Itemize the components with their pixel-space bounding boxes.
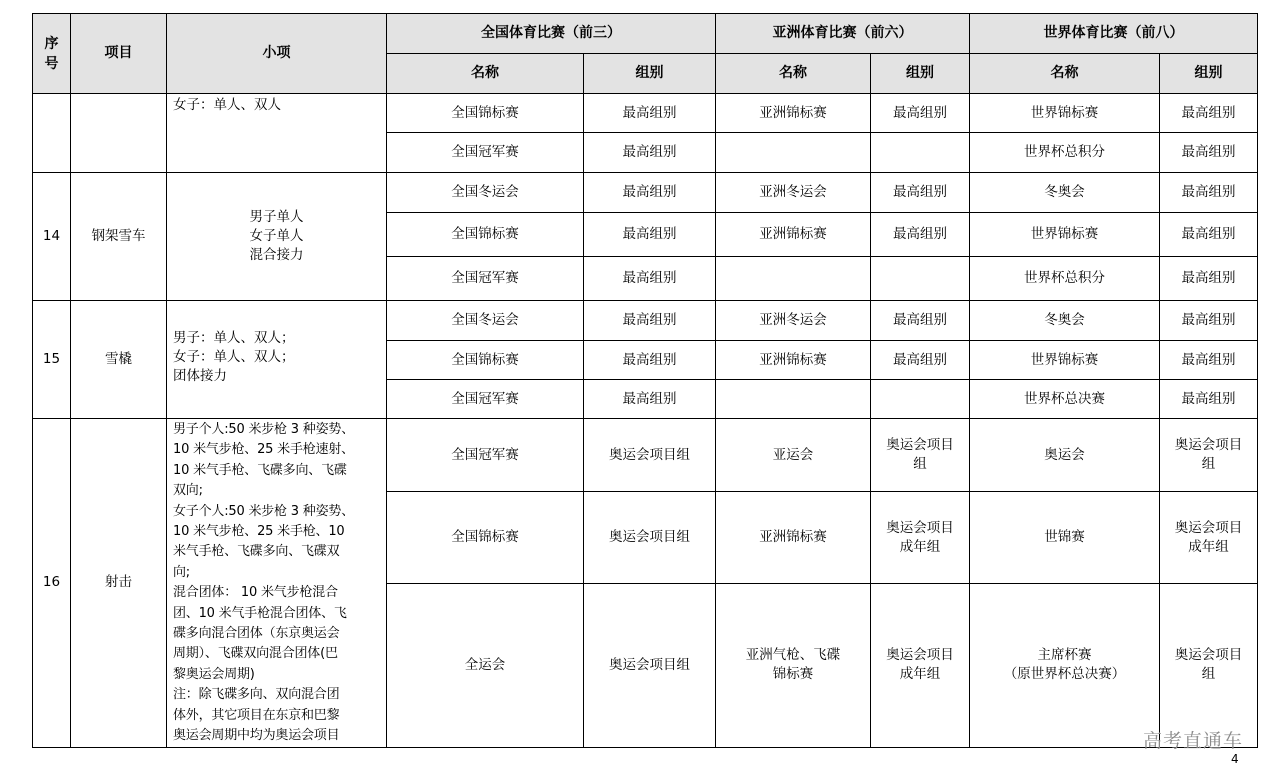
header-name: 名称 <box>716 54 871 94</box>
cell-line: 成年组 <box>899 538 941 555</box>
cell-line: 奥运会项目 <box>1174 519 1243 536</box>
sub-line: 男子：单人、双人； <box>173 330 295 346</box>
project-cell: 射击 <box>71 419 167 748</box>
cell-line: 奥运会项目 <box>886 647 954 664</box>
cell-line: 主席杯赛 <box>1037 647 1092 664</box>
cell: 最高组别 <box>584 213 716 257</box>
sub-line: 10 米气步枪、25 米手枪、10 <box>173 524 345 540</box>
cell-line: 奥运会项目 <box>1174 437 1243 454</box>
header-group: 组别 <box>1160 54 1258 94</box>
cell: 世界杯总决赛 <box>970 380 1160 419</box>
sub-line: 体外，其它项目在东京和巴黎 <box>173 707 340 723</box>
cell: 最高组别 <box>1160 94 1258 133</box>
cell: 全国冠军赛 <box>387 380 584 419</box>
cell <box>871 419 970 492</box>
header-group: 组别 <box>584 54 716 94</box>
cell: 全运会 <box>387 584 584 747</box>
sub-line: 双向; <box>173 483 203 499</box>
cell-line: （原世界杯总决赛） <box>1003 666 1126 683</box>
cell: 最高组别 <box>584 94 716 133</box>
sub-line: 女子单人 <box>249 228 304 244</box>
cell: 亚运会 <box>716 419 871 492</box>
cell-line: 奥运会项目 <box>1174 647 1243 664</box>
cell: 亚洲冬运会 <box>716 173 871 213</box>
cell: 最高组别 <box>1160 301 1258 341</box>
cell: 世界锦标赛 <box>970 94 1160 133</box>
cell: 最高组别 <box>1160 213 1258 257</box>
cell <box>871 584 970 747</box>
cell: 全国冠军赛 <box>387 257 584 301</box>
cell-line: 组 <box>913 456 927 473</box>
cell <box>871 380 970 419</box>
competition-table <box>32 13 1258 748</box>
sub-cell <box>167 419 387 748</box>
cell: 最高组别 <box>1160 380 1258 419</box>
cell-line: 组 <box>1201 666 1216 683</box>
cell: 亚洲锦标赛 <box>716 341 871 380</box>
cell <box>1160 584 1258 747</box>
cell-line: 组 <box>1201 456 1216 473</box>
cell: 奥运会项目组 <box>584 419 716 492</box>
sub-line: 混合接力 <box>249 247 304 263</box>
cell: 最高组别 <box>871 94 970 133</box>
cell <box>1160 419 1258 492</box>
cell <box>970 584 1160 747</box>
cell: 奥运会项目组 <box>584 492 716 584</box>
table-row <box>33 173 1258 213</box>
sub-line: 团、10 米气手枪混合团体、飞 <box>173 605 347 621</box>
sub-line: 团体接力 <box>173 368 227 384</box>
cell <box>871 133 970 173</box>
cell: 冬奥会 <box>970 173 1160 213</box>
seq-cell: 16 <box>33 419 71 748</box>
project-cell <box>71 94 167 173</box>
cell <box>871 492 970 584</box>
cell: 全国冠军赛 <box>387 419 584 492</box>
sub-line: 女子个人:50 米步枪 3 种姿势、 <box>173 503 354 519</box>
cell: 最高组别 <box>584 341 716 380</box>
cell: 世锦赛 <box>970 492 1160 584</box>
cell: 最高组别 <box>584 173 716 213</box>
cell: 亚洲锦标赛 <box>716 213 871 257</box>
table-row <box>33 301 1258 341</box>
cell: 最高组别 <box>1160 257 1258 301</box>
cell-line: 奥运会项目 <box>886 437 954 454</box>
cell <box>716 133 871 173</box>
cell-line: 成年组 <box>1188 538 1229 555</box>
project-cell: 雪橇 <box>71 301 167 419</box>
header-national: 全国体育比赛（前三） <box>387 14 716 54</box>
sub-line: 米气手枪、飞碟多向、飞碟双 <box>173 544 340 560</box>
cell: 世界锦标赛 <box>970 213 1160 257</box>
sub-line: 注：除飞碟多向、双向混合团 <box>173 687 340 703</box>
sub-cell: 女子：单人、双人 <box>167 94 387 173</box>
cell: 全国锦标赛 <box>387 213 584 257</box>
cell: 最高组别 <box>871 341 970 380</box>
cell: 奥运会 <box>970 419 1160 492</box>
cell: 亚洲锦标赛 <box>716 94 871 133</box>
cell <box>1160 492 1258 584</box>
sub-line: 男子单人 <box>249 209 304 225</box>
header-project: 项目 <box>71 14 167 94</box>
cell: 最高组别 <box>1160 173 1258 213</box>
watermark: 高考直通车 <box>1143 730 1244 752</box>
header-name: 名称 <box>970 54 1160 94</box>
cell: 最高组别 <box>584 380 716 419</box>
header-row-1 <box>33 14 1258 54</box>
cell: 全国冠军赛 <box>387 133 584 173</box>
cell: 全国锦标赛 <box>387 341 584 380</box>
header-asia: 亚洲体育比赛（前六） <box>716 14 970 54</box>
cell: 世界锦标赛 <box>970 341 1160 380</box>
cell <box>716 584 871 747</box>
cell <box>716 380 871 419</box>
sub-line: 奥运会周期中均为奥运会项目 <box>173 728 340 744</box>
header-group: 组别 <box>871 54 970 94</box>
cell: 全国锦标赛 <box>387 492 584 584</box>
header-name: 名称 <box>387 54 584 94</box>
sub-line: 女子：单人、双人； <box>173 349 295 365</box>
sub-line: 混合团体： 10 米气步枪混合 <box>173 585 338 601</box>
cell: 世界杯总积分 <box>970 133 1160 173</box>
page-number: 4 <box>1231 752 1239 766</box>
cell: 亚洲锦标赛 <box>716 492 871 584</box>
cell: 奥运会项目组 <box>584 584 716 747</box>
cell: 最高组别 <box>1160 133 1258 173</box>
sub-cell <box>167 173 387 301</box>
cell: 最高组别 <box>871 213 970 257</box>
cell: 全国冬运会 <box>387 173 584 213</box>
cell: 冬奥会 <box>970 301 1160 341</box>
sub-line: 10 米气步枪、25 米手枪速射、 <box>173 442 354 458</box>
sub-line: 周期）、飞碟双向混合团体(巴 <box>173 646 338 662</box>
header-seq: 序号 <box>33 14 71 94</box>
cell-line: 奥运会项目 <box>886 519 954 536</box>
cell <box>716 257 871 301</box>
header-world: 世界体育比赛（前八） <box>970 14 1258 54</box>
sub-line: 碟多向混合团体（东京奥运会 <box>173 626 340 642</box>
cell: 世界杯总积分 <box>970 257 1160 301</box>
cell: 全国锦标赛 <box>387 94 584 133</box>
table-row <box>33 94 1258 133</box>
cell: 最高组别 <box>584 257 716 301</box>
project-cell: 钢架雪车 <box>71 173 167 301</box>
seq-cell <box>33 94 71 173</box>
cell: 最高组别 <box>584 133 716 173</box>
cell <box>871 257 970 301</box>
seq-cell: 14 <box>33 173 71 301</box>
cell: 最高组别 <box>871 301 970 341</box>
sub-line: 男子个人:50 米步枪 3 种姿势、 <box>173 422 354 437</box>
table-row <box>33 419 1258 492</box>
sub-line: 10 米气手枪、飞碟多向、飞碟 <box>173 462 347 478</box>
cell-line: 锦标赛 <box>772 666 814 683</box>
header-sub: 小项 <box>167 14 387 94</box>
seq-cell: 15 <box>33 301 71 419</box>
cell: 最高组别 <box>1160 341 1258 380</box>
cell-line: 成年组 <box>899 666 941 683</box>
cell-line: 亚洲气枪、飞碟 <box>745 647 841 664</box>
sub-cell <box>167 301 387 419</box>
cell: 最高组别 <box>584 301 716 341</box>
cell: 全国冬运会 <box>387 301 584 341</box>
cell: 亚洲冬运会 <box>716 301 871 341</box>
cell: 最高组别 <box>871 173 970 213</box>
sub-line: 黎奥运会周期) <box>173 666 255 682</box>
sub-line: 向; <box>173 564 190 580</box>
